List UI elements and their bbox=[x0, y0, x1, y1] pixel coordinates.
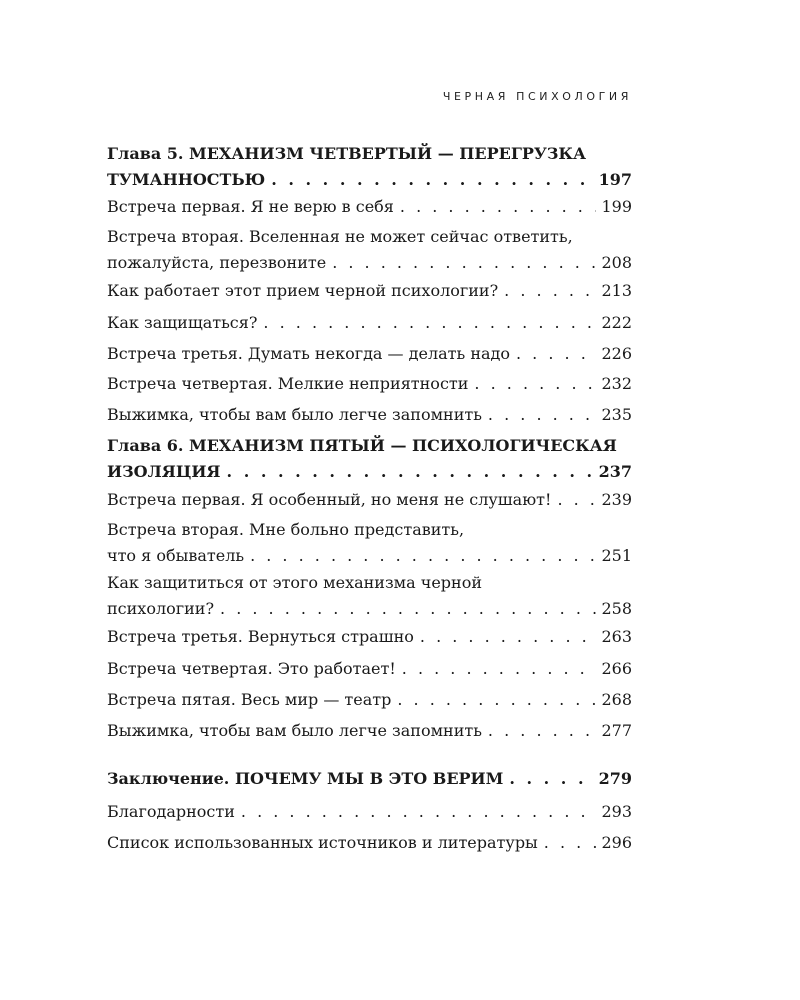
toc-page-number: 232 bbox=[601, 374, 632, 393]
toc-chapter-6[interactable] bbox=[107, 433, 632, 485]
toc-entry-title: Выжимка, чтобы вам было легче запомнить bbox=[107, 405, 482, 424]
toc-entry[interactable] bbox=[107, 278, 632, 304]
toc-entry-title: Как защищаться? bbox=[107, 313, 258, 332]
leader-dots bbox=[227, 459, 595, 485]
leader-dots bbox=[474, 371, 596, 397]
toc-page-number: 239 bbox=[601, 490, 632, 509]
toc-page-number: 251 bbox=[601, 546, 632, 565]
toc-entry-title: Заключение. ПОЧЕМУ МЫ В ЭТО ВЕРИМ bbox=[107, 769, 504, 788]
leader-dots bbox=[263, 310, 596, 336]
toc-entry[interactable] bbox=[107, 830, 632, 856]
toc-entry-title: Глава 6. МЕХАНИЗМ ПЯТЫЙ — ПСИХОЛОГИЧЕСКАЯ bbox=[107, 436, 617, 455]
toc-entry-title: Как защититься от этого механизма черной bbox=[107, 573, 482, 592]
toc-entry[interactable] bbox=[107, 224, 632, 276]
toc-entry[interactable] bbox=[107, 402, 632, 428]
toc-page-number: 266 bbox=[601, 659, 632, 678]
toc-entry[interactable] bbox=[107, 624, 632, 650]
leader-dots bbox=[241, 799, 596, 825]
toc-entry[interactable] bbox=[107, 487, 632, 513]
toc-chapter-5[interactable] bbox=[107, 141, 632, 193]
leader-dots bbox=[250, 543, 596, 569]
leader-dots bbox=[420, 624, 596, 650]
toc-page-number: 235 bbox=[601, 405, 632, 424]
toc-conclusion[interactable] bbox=[107, 766, 632, 792]
leader-dots bbox=[220, 596, 596, 622]
toc-page-number: 213 bbox=[601, 281, 632, 300]
toc-entry-title: Встреча первая. Я особенный, но меня не слушают! bbox=[107, 490, 552, 509]
toc-entry[interactable] bbox=[107, 687, 632, 713]
toc-page-number: 277 bbox=[601, 721, 632, 740]
leader-dots bbox=[271, 167, 594, 193]
toc-entry-title-cont: психологии? bbox=[107, 599, 215, 618]
toc-entry-title: Встреча четвертая. Мелкие неприятности bbox=[107, 374, 469, 393]
leader-dots bbox=[488, 402, 596, 428]
toc-entry[interactable] bbox=[107, 799, 632, 825]
toc-entry[interactable] bbox=[107, 517, 632, 569]
toc-entry-title: Выжимка, чтобы вам было легче запомнить bbox=[107, 721, 482, 740]
toc-entry[interactable] bbox=[107, 656, 632, 682]
toc-entry[interactable] bbox=[107, 718, 632, 744]
toc-entry-title: Встреча первая. Я не верю в себя bbox=[107, 197, 394, 216]
leader-dots bbox=[488, 718, 596, 744]
toc-page-number: 197 bbox=[598, 170, 632, 189]
leader-dots bbox=[544, 830, 596, 856]
toc-entry-title: Как работает этот прием черной психологии? bbox=[107, 281, 499, 300]
toc-entry-title: Глава 5. МЕХАНИЗМ ЧЕТВЕРТЫЙ — ПЕРЕГРУЗКА bbox=[107, 144, 586, 163]
toc-page-number: 208 bbox=[601, 253, 632, 272]
leader-dots bbox=[402, 656, 596, 682]
toc-entry[interactable] bbox=[107, 371, 632, 397]
leader-dots bbox=[397, 687, 596, 713]
toc-page-number: 222 bbox=[601, 313, 632, 332]
toc-entry-title: Встреча вторая. Вселенная не может сейчас ответить, bbox=[107, 227, 573, 246]
toc-entry-title-cont: ИЗОЛЯЦИЯ bbox=[107, 462, 221, 481]
leader-dots bbox=[400, 194, 596, 220]
toc-page-number: 296 bbox=[601, 833, 632, 852]
toc-page-number: 237 bbox=[598, 462, 632, 481]
toc-page-number: 279 bbox=[598, 769, 632, 788]
leader-dots bbox=[509, 766, 594, 792]
running-head: ЧЕРНАЯ ПСИХОЛОГИЯ bbox=[442, 90, 632, 103]
leader-dots bbox=[332, 250, 596, 276]
toc-page-number: 226 bbox=[601, 344, 632, 363]
toc-entry-title-cont: что я обыватель bbox=[107, 546, 245, 565]
toc-entry-title: Благодарности bbox=[107, 802, 235, 821]
toc-page-number: 258 bbox=[601, 599, 632, 618]
toc-entry-title: Встреча третья. Думать некогда — делать надо bbox=[107, 344, 510, 363]
toc-entry-title: Встреча пятая. Весь мир — театр bbox=[107, 690, 392, 709]
toc-entry-title-cont: пожалуйста, перезвоните bbox=[107, 253, 327, 272]
toc-entry-title: Список использованных источников и литературы bbox=[107, 833, 538, 852]
toc-entry-title: Встреча четвертая. Это работает! bbox=[107, 659, 396, 678]
toc-entry[interactable] bbox=[107, 570, 632, 622]
toc-entry[interactable] bbox=[107, 341, 632, 367]
leader-dots bbox=[504, 278, 596, 304]
toc-entry-title: Встреча вторая. Мне больно представить, bbox=[107, 520, 465, 539]
toc-page-number: 268 bbox=[601, 690, 632, 709]
toc-entry[interactable] bbox=[107, 194, 632, 220]
toc-entry[interactable] bbox=[107, 310, 632, 336]
toc-entry-title-cont: ТУМАННОСТЬЮ bbox=[107, 170, 266, 189]
toc-page-number: 293 bbox=[601, 802, 632, 821]
leader-dots bbox=[557, 487, 596, 513]
leader-dots bbox=[516, 341, 596, 367]
toc-page-number: 199 bbox=[601, 197, 632, 216]
toc-page-number: 263 bbox=[601, 627, 632, 646]
toc-entry-title: Встреча третья. Вернуться страшно bbox=[107, 627, 414, 646]
